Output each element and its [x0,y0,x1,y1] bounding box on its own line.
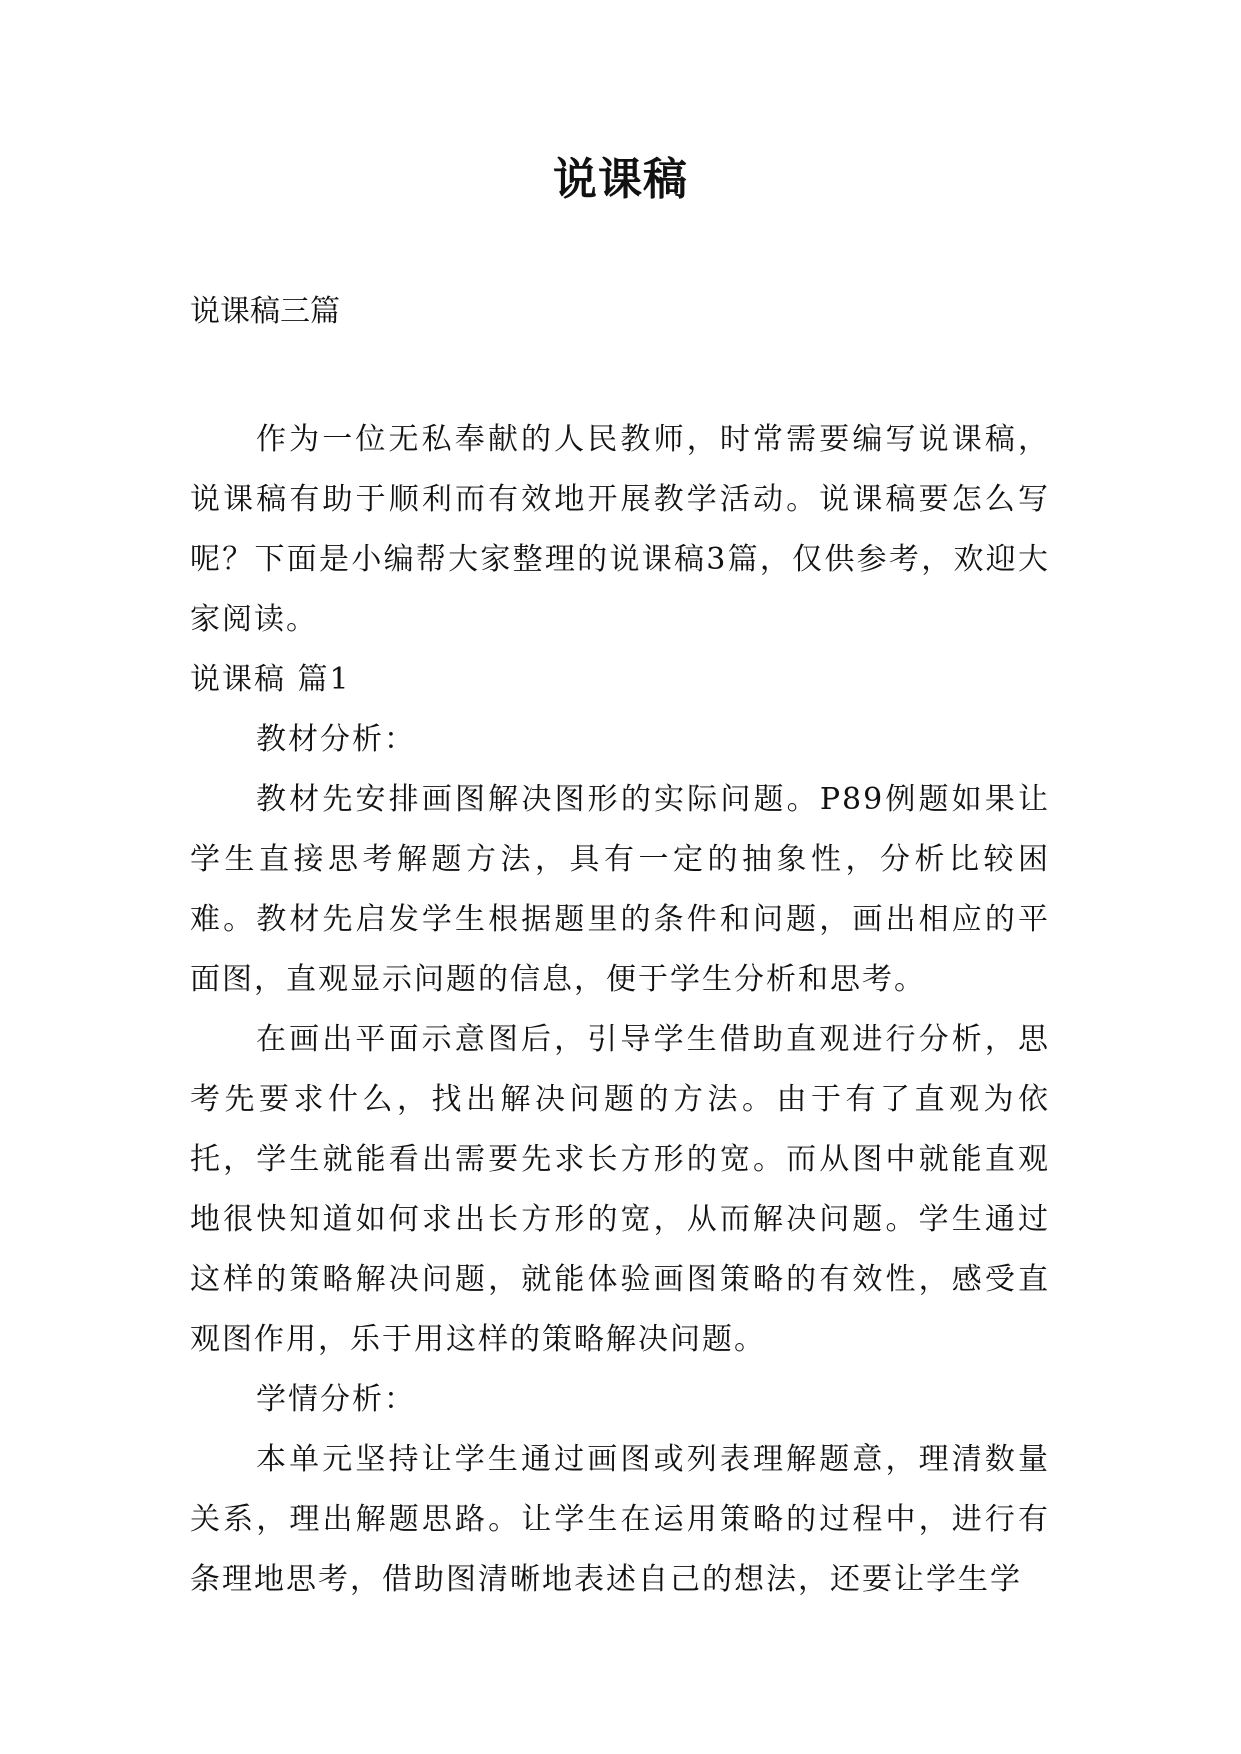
textbook-analysis-paragraph-2: 在画出平面示意图后，引导学生借助直观进行分析，思考先要求什么，找出解决问题的方法。由于有了直观为依托，学生就能看出需要先求长方形的宽。而从图中就能直观地很快知道如何求出长方形的宽，从而解决问题。学生通过这样的策略解决问题，就能体验画图策略的有效性，感受直观图作用，乐于用这样的策略解决问题。 [190,1022,1050,1357]
learner-analysis-paragraph-1: 本单元坚持让学生通过画图或列表理解题意，理清数量关系，理出解题思路。让学生在运用策略的过程中，进行有条理地思考，借助图清晰地表述自己的想法，还要让学生学 [190,1442,1050,1597]
document-subtitle: 说课稿三篇 [190,294,340,329]
textbook-analysis-heading: 教材分析： [256,722,416,757]
document-title: 说课稿 [553,154,688,205]
section-heading: 说课稿 篇1 [190,662,351,697]
textbook-analysis-paragraph-1: 教材先安排画图解决图形的实际问题。P89例题如果让学生直接思考解题方法，具有一定的抽象性，分析比较困难。教材先启发学生根据题里的条件和问题，画出相应的平面图，直观显示问题的信息，便于学生分析和思考。 [190,782,1050,997]
document-body [190,410,1050,1610]
intro-paragraph: 作为一位无私奉献的人民教师，时常需要编写说课稿，说课稿有助于顺利而有效地开展教学活动。说课稿要怎么写呢？下面是小编帮大家整理的说课稿3篇，仅供参考，欢迎大家阅读。 [190,422,1050,637]
learner-analysis-heading: 学情分析： [256,1382,416,1417]
